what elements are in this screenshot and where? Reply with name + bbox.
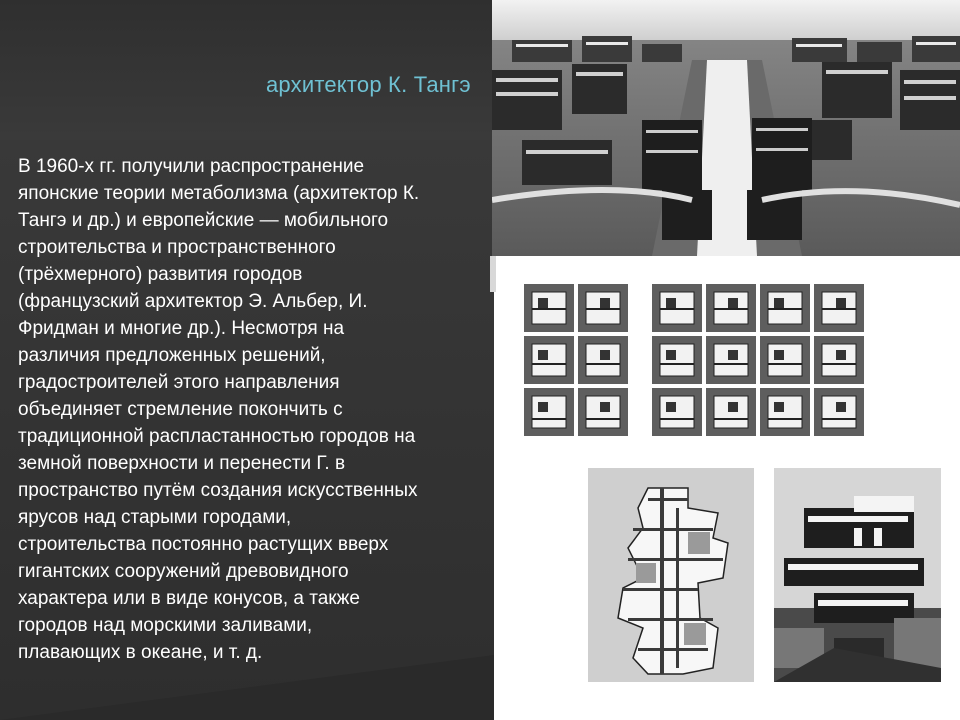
title-band	[0, 0, 494, 140]
body-text-line: ярусов над старыми городами,	[18, 507, 292, 528]
separator-strip	[490, 256, 496, 292]
body-text-line: В 1960-х гг. получили распространение	[18, 156, 365, 177]
body-text-line: объединяет стремление покончить с	[18, 399, 343, 420]
body-text-line: (трёхмерного) развития городов	[18, 264, 303, 285]
body-text-line: традиционной распластанностью городов на	[18, 426, 416, 447]
body-text-line: гигантских сооружений древовидного	[18, 561, 349, 582]
body-text-line: городов над морскими заливами,	[18, 615, 313, 636]
building-section-drawing	[588, 468, 754, 682]
body-text-line: Фридман и многие др.). Несмотря на	[18, 318, 345, 339]
body-text-line: строительства постоянно растущих вверх	[18, 534, 389, 555]
body-text-line: (французский архитектор Э. Альбер, И.	[18, 291, 368, 312]
decorative-wedge	[0, 655, 494, 720]
floor-plans-grid	[512, 280, 872, 440]
slide-title: архитектор К. Тангэ	[266, 72, 471, 97]
body-text-line: пространство путём создания искусственных	[18, 480, 418, 501]
body-text-line: японские теории метаболизма (архитектор К.	[18, 183, 420, 204]
body-text-line: плавающих в океане, и т. д.	[18, 642, 263, 663]
body-text-line: Тангэ и др.) и европейские — мобильного	[18, 210, 389, 231]
body-text-line: строительства и пространственного	[18, 237, 336, 258]
building-photo	[774, 468, 941, 682]
body-text-line: градостроителей этого направления	[18, 372, 340, 393]
body-text-line: земной поверхности и перенести Г. в	[18, 453, 346, 474]
body-text	[18, 153, 494, 666]
city-model-photo	[492, 0, 960, 256]
body-text-line: характера или в виде конусов, а также	[18, 588, 360, 609]
body-text-line: различия предложенных решений,	[18, 345, 326, 366]
